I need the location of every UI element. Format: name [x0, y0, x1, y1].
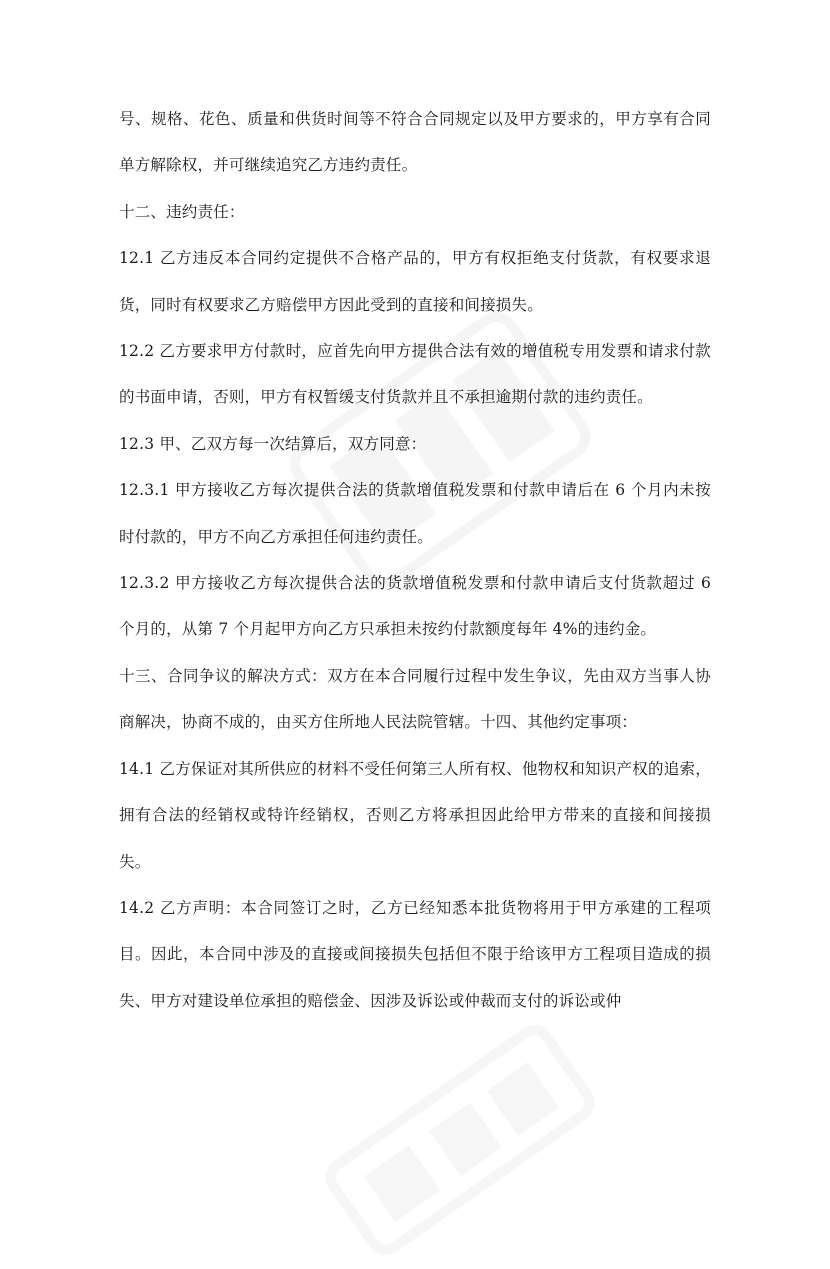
clause-12-2: 12.2 乙方要求甲方付款时，应首先向甲方提供合法有效的增值税专用发票和请求付款的书面申请，否则，甲方有权暂缓支付货款并且不承担逾期付款的违约责任。: [119, 342, 711, 407]
clause-12-1: 12.1 乙方违反本合同约定提供不合格产品的，甲方有权拒绝支付货款，有权要求退货，同时有权要求乙方赔偿甲方因此受到的直接和间接损失。: [119, 249, 711, 314]
clause-13-dispute: 十三、合同争议的解决方式：双方在本合同履行过程中发生争议，先由双方当事人协商解决，协商不成的，由买方住所地人民法院管辖。十四、其他约定事项：: [119, 666, 711, 732]
clause-14-2: 14.2 乙方声明：本合同签订之时，乙方已经知悉本批货物将用于甲方承建的工程项目。因此，本合同中涉及的直接或间接损失包括但不限于给该甲方工程项目造成的损失、甲方对建设单位承担的赔偿金、因涉及诉讼或仲裁而支付的诉讼或仲: [119, 898, 711, 1010]
clause-12-3: 12.3 甲、乙双方每一次结算后，双方同意：: [119, 434, 427, 453]
document-body: [119, 96, 711, 1024]
clause-12-3-1: 12.3.1 甲方接收乙方每次提供合法的货款增值税发票和付款申请后在 6 个月内未按时付款的，甲方不向乙方承担任何违约责任。: [119, 481, 711, 546]
heading-liability: 十二、违约责任：: [119, 202, 245, 221]
watermark-stamp-icon-bottom: [311, 1011, 609, 1269]
paragraph-quality-termination: 号、规格、花色、质量和供货时间等不符合合同规定以及甲方要求的，甲方享有合同单方解除权，并可继续追究乙方违约责任。: [119, 110, 711, 175]
clause-14-1: 14.1 乙方保证对其所供应的材料不受任何第三人所有权、他物权和知识产权的追索，拥有合法的经销权或特许经销权，否则乙方将承担因此给甲方带来的直接和间接损失。: [119, 759, 711, 871]
clause-12-3-2: 12.3.2 甲方接收乙方每次提供合法的货款增值税发票和付款申请后支付货款超过 6 个月的，从第 7 个月起甲方向乙方只承担未按约付款额度每年 4%的违约金。: [119, 574, 711, 639]
